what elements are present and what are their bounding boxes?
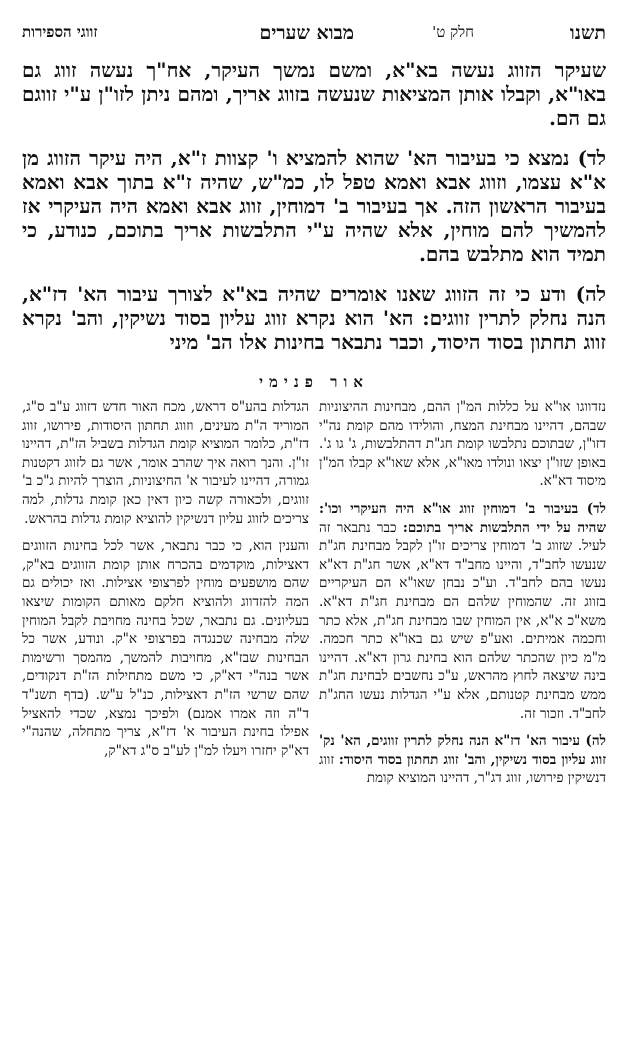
commentary-lead: לה) עיבור הא' דז"א הנה נחלק לתרין זווגים, הא' נק' זווג עליון בסוד נשיקין, והב' זווג תחתון בסוד היסוד: — [319, 733, 606, 768]
page-header — [22, 22, 606, 46]
book-title: מבוא שערים — [259, 22, 354, 44]
commentary-paragraph-body: והענין הוא, כי כבר נתבאר, אשר לכל בחינות הזווגים דאצילות, מוקדמים בהכרח אותן קומת הזווגים בא"ק, שהם מושפעים מוחין לפרצופי אצילות. ואז יכולים גם המה להזדווג ולהוציא חלקם מאותם הקומות שיצאו בעליונים. גם נתבאר, שכל בחינה מחויבת לקבל המוחין שלה מבחינה שכנגדה בפרצופי א"ק. ונודע, אשר כל הבחינות שבז"א, מחויבות להמשך, מהמסך ורשימות אשר בנה"י דא"ק, כי משם מתחילות הז"ת דנקודים, שהם שרשי הז"ת דאצילות, כנ"ל ע"ש. (בדף תשנ"ד ד"ה וזה אמרו אמנם) ולפיכך נמצא, שכדי להאציל אפילו בחינת העיבור א' דז"א, צריך מתחלה, שהנה"י דא"ק יחזרו ויעלו למ"ן לע"ב ס"ג דא"ק, — [22, 538, 309, 759]
main-paragraph: לה) ודע כי זה הזווג שאנו אומרים שהיה בא"א לצורך עיבור הא' דז"א, הנה נחלק לתרין זווגים: הא' הוא נקרא זווג עליון בסוד נשיקין, והב' נקרא זווג תחתון בסוד היסוד, וכבר נתבאר בחינות אלו הב' מיני — [22, 282, 606, 354]
commentary-paragraph — [22, 537, 309, 760]
page-number: תשנו — [569, 22, 606, 44]
main-paragraph: שעיקר הזווג נעשה בא"א, ומשם נמשך העיקר, אח"ך נעשה זווג גם באו"א, וקבלו אותן המציאות שנעשה בזווג אריך, ומהם ניתן לזו"ן ע"י זווגם גם הם. — [22, 58, 606, 130]
commentary-paragraph-body: נזדווגו או"א על כללות המ"ן ההם, מבחינות ההיצוניות שבהם, דהיינו מבחינת המצח, והולידו מהם קומת נה"י דזו"ן, שבתוכם נתלבשו קומת חג"ת דהתלבשות, ג' גו ג'. באופן שזו"ן יצאו ונולדו מאו"א, אלא שאו"א קבלו המ"ן מיסוד דא"א. — [319, 399, 606, 490]
commentary-lead: לד) בעיבור ב' דמוחין זווג או"א היה העיקרי וכו': שהיה על ידי התלבשות אריך בתוכם: — [319, 500, 606, 536]
commentary-paragraph — [319, 500, 606, 723]
main-text — [22, 58, 606, 370]
commentary-right-column — [319, 398, 606, 797]
commentary-left-column — [22, 398, 309, 769]
commentary-paragraph-body: זווג דנשיקין פירושו, זווג דג"ר, דהיינו המוציא קומת — [319, 751, 606, 787]
main-paragraph: לד) נמצא כי בעיבור הא' שהוא להמציא ו' קצוות ז"א, היה עיקר הזווג מן א"א עצמו, וזווג אבא ואמא טפל לו, כמ"ש, שהיה ז"א בתוך אבא ואמא בעיבור הראשון הזה. אך בעיבור ב' דמוחין, זווג אבא ואמא היה העיקרי אז להמשיך להם מוחין, אלא שהיה ע"י התלבשות אריך בתוכם, כנודע, כי תמיד הוא מתלבש בהם. — [22, 146, 606, 266]
section-title: זווגי הספירות — [22, 23, 98, 41]
commentary-paragraph-body: הגדלות בהע"ס דראש, מכח האור חדש דזווג ע"ב ס"ג, המוריד ה"ת מעינים, וזווג תחתון היסודות, פירושו, זווג דז"ת, כלומר המוציא קומת הגדלות בשביל הז"ת, דהיינו זו"ן. והנך רואה איך שהרב אומר, אשר גם לזווג דקטנות גמורה, דהיינו לעיבור א' החיצוניות, הוצרך להיות ג"כ ב' זווגים, ולכאורה קשה כיון דאין כאן קומת גדלות, למה צריכים לזווג עליון דנשיקין להוציא קומת גדלות בהראש. — [22, 399, 309, 527]
commentary-title: אור פנימי — [259, 373, 369, 391]
commentary-paragraph — [319, 732, 606, 788]
commentary-paragraph — [319, 398, 606, 491]
part-label: חלק ט' — [432, 23, 474, 41]
commentary-paragraph — [22, 398, 309, 528]
commentary-paragraph-body: כבר נתבאר זה לעיל. שזווג ב' דמוחין צריכים זו"ן לקבל מבחינת חג"ת שנעשו לחב"ד, והיינו מחב"ד דא"א, אשר חג"ת דא"א נעשו בהם לחב"ד. וע"כ נבחן שאו"א הם העיקריים בזווג זה. שהמוחין שלהם הם מבחינת חג"ת דא"א. משא"כ א"א, אין המוחין שבו מבחינת חג"ת, אלא כתר וחכמה אמיתים. ואע"פ שיש גם באו"א כתר חכמה. מ"מ כיון שהכתר שלהם הוא בחינת גרון דא"א. דהיינו בינה שיצאה לחוץ מהראש, ע"כ נחשבים לבחינת חג"ת ממש מבחינת קטנותם, אלא ע"י הגדלות נעשו החג"ת לחב"ד. וזכור זה. — [319, 519, 606, 722]
